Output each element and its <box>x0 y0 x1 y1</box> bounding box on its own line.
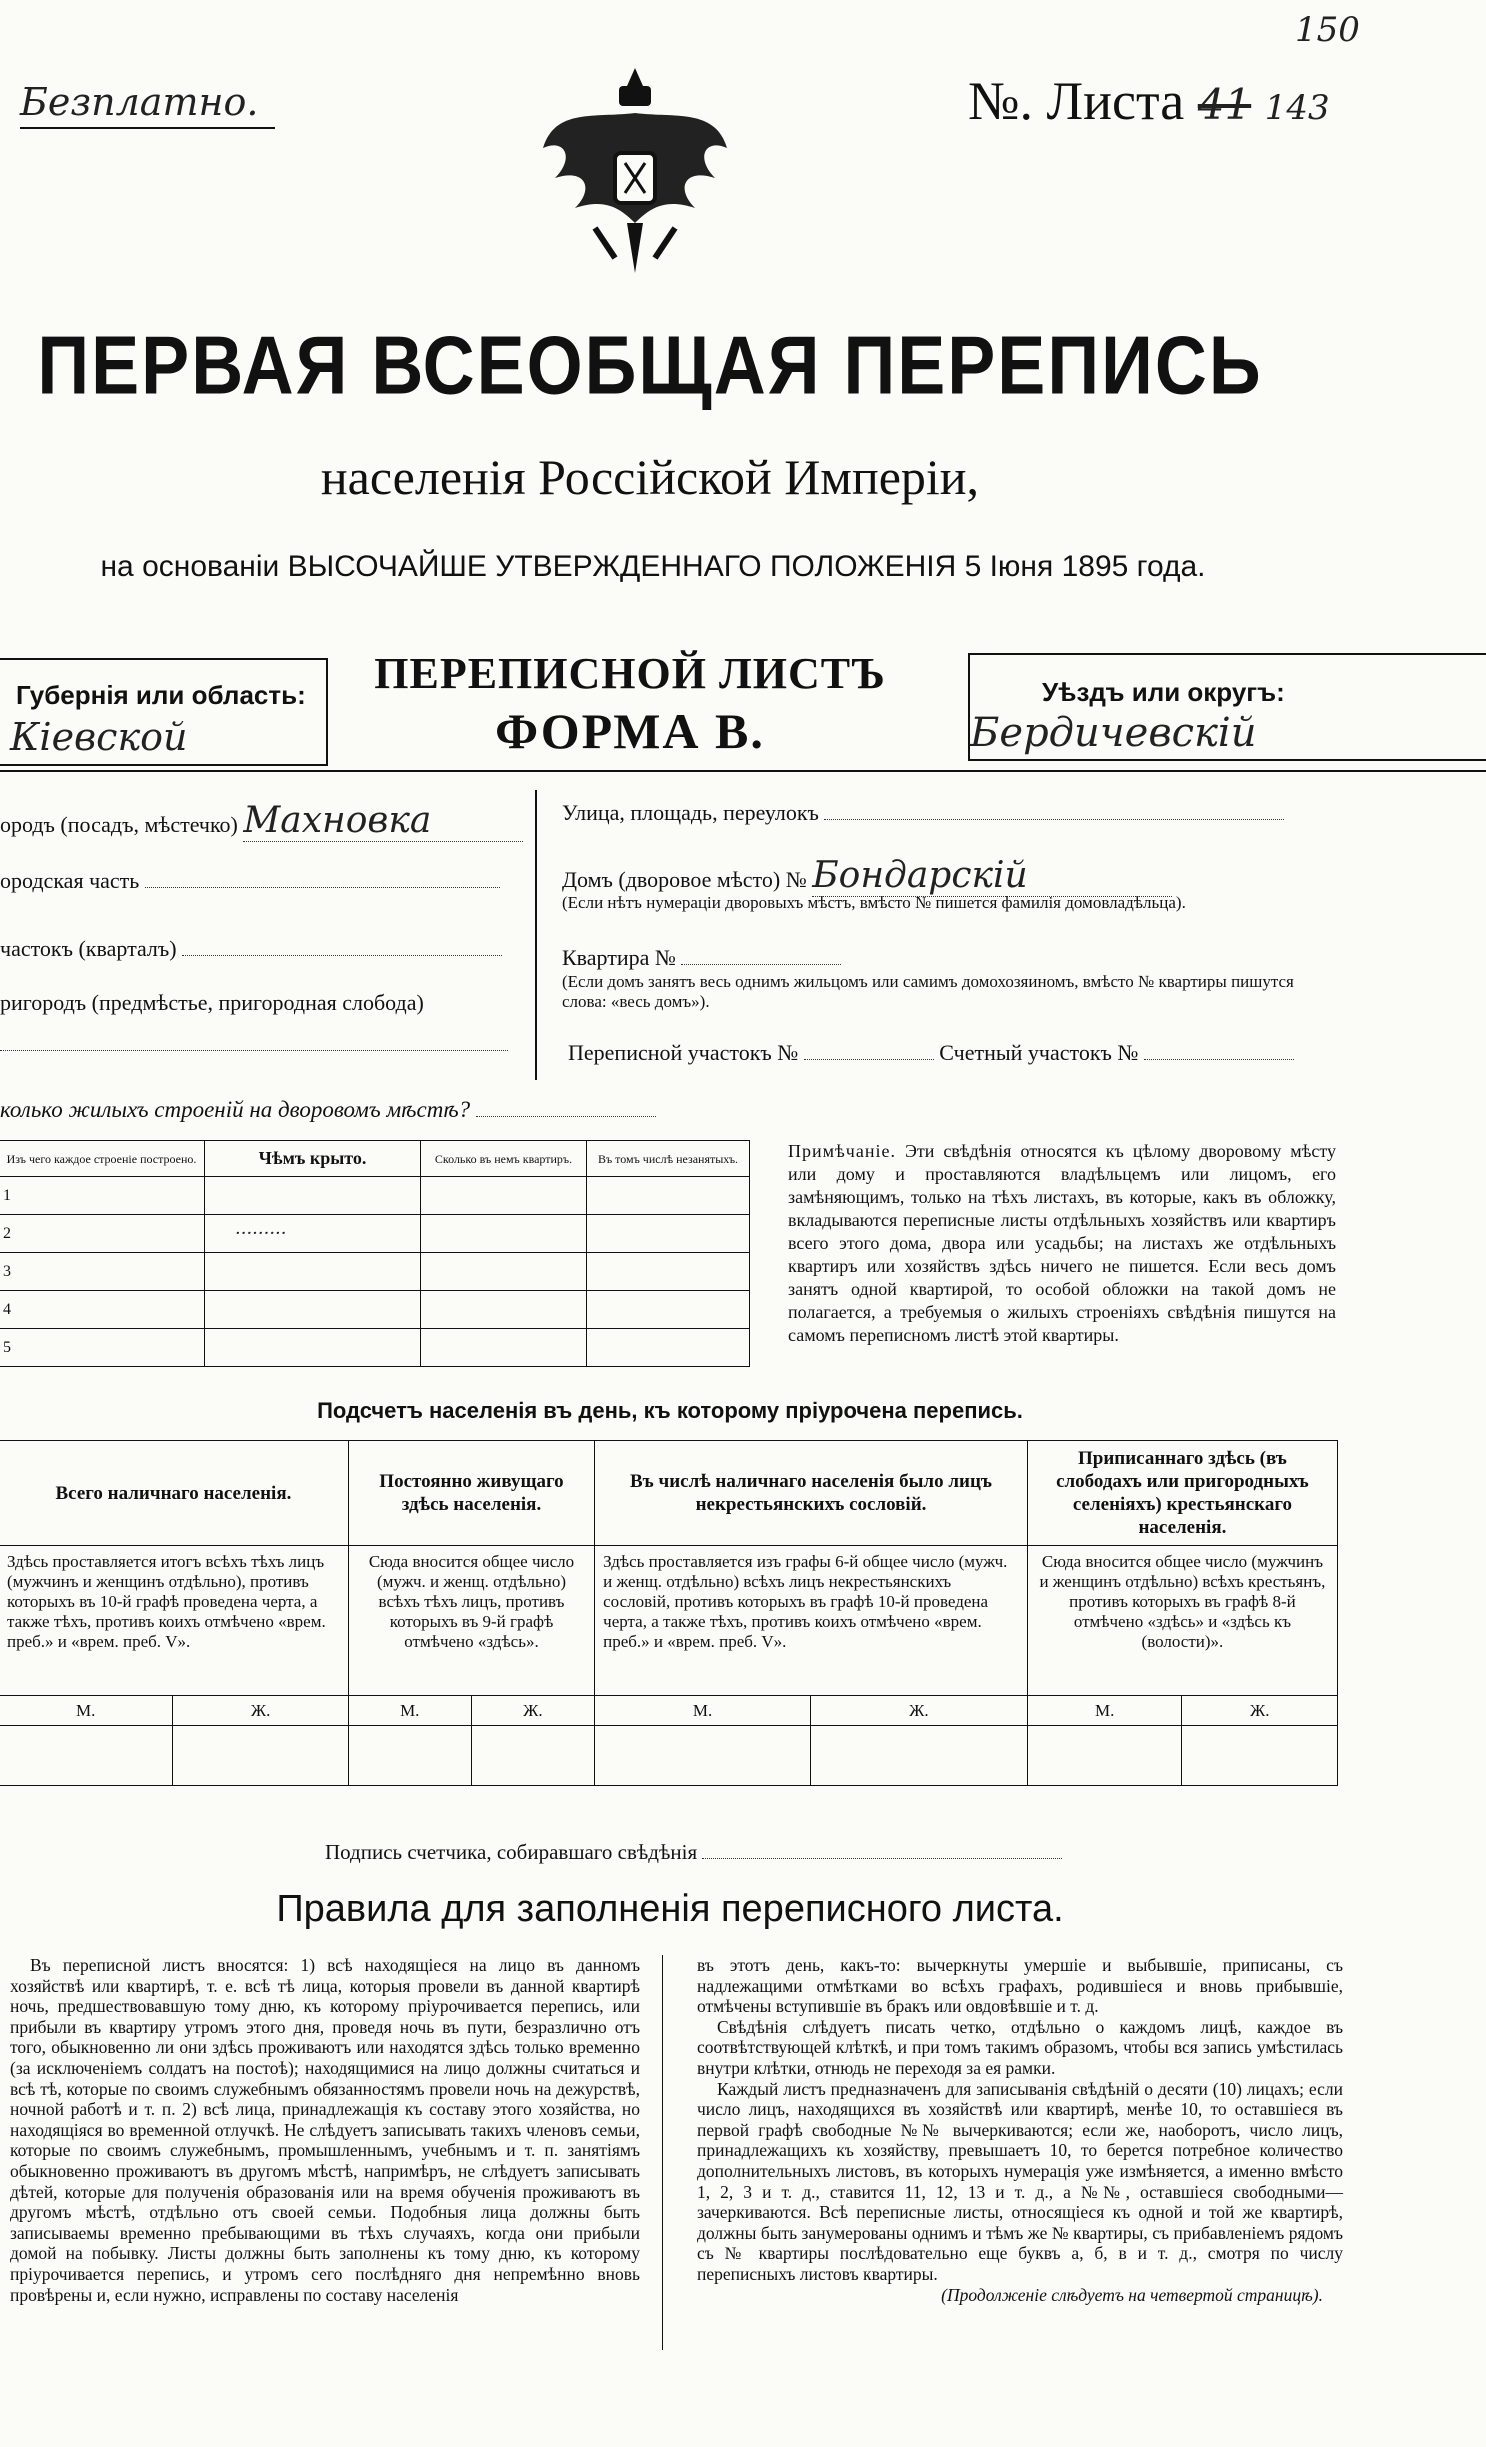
free-underline <box>20 127 275 129</box>
count-header-peasant: Приписаннаго здѣсь (въ слободахъ или пригородныхъ селеніяхъ) крестьянскаго населенія. <box>1027 1441 1337 1546</box>
imperial-eagle-emblem <box>535 58 735 283</box>
house-value: Бондарскiй <box>812 855 1172 897</box>
gubernia-label: Губернія или область: <box>16 680 306 710</box>
gubernia-value: Кiевской <box>10 715 188 759</box>
sheet-title: ПЕРЕПИСНОЙ ЛИСТЪ <box>374 649 886 698</box>
rules-right-column <box>697 1955 1343 2306</box>
district-label: ородская часть <box>0 868 140 893</box>
city-value: Махновка <box>243 800 523 842</box>
buildings-header-vacant: Въ томъ числѣ незанятыхъ. <box>587 1141 750 1177</box>
count-female-header: Ж. <box>173 1696 348 1726</box>
buildings-row <box>0 1177 750 1215</box>
count-female-header: Ж. <box>1182 1696 1338 1726</box>
census-district-blank <box>804 1059 934 1060</box>
street-row <box>562 800 1284 826</box>
suburb-blank <box>0 1050 508 1051</box>
count-body-permanent: Сюда вносится общее число (мужч. и женщ. отдѣльно) всѣхъ тѣхъ лицъ, противъ которыхъ въ 9-й графѣ отмѣчено «здѣсь». <box>348 1546 594 1696</box>
sheet-number-label: №. Листа <box>968 71 1185 131</box>
district-blank <box>145 887 500 888</box>
count-body-non-peasant: Здѣсь проставляется изъ графы 6-й общее число (мужч. и женщ. отдѣльно) всѣхъ лицъ некрестьянскихъ сословій, противъ которыхъ въ графѣ 10-й проведена черта, а также тѣхъ, противъ коихъ отмѣчено «врем. преб.» и «врем. преб. V». <box>595 1546 1028 1696</box>
row-number: 3 <box>3 1262 11 1280</box>
count-body-present: Здѣсь проставляется итогъ всѣхъ тѣхъ лицъ (мужчинъ и женщинъ отдѣльно), противъ которыхъ въ 10-й графѣ проведена черта, а также тѣхъ, противъ коихъ отмѣчено «врем. преб.» и «врем. преб. V». <box>0 1546 348 1696</box>
row-number: 4 <box>3 1300 11 1318</box>
census-row <box>568 1040 1294 1066</box>
buildings-header-roof: Чѣмъ крыто. <box>205 1141 421 1177</box>
count-body-peasant: Сюда вносится общее число (мужчинъ и женщинъ отдѣльно) всѣхъ крестьянъ, противъ которыхъ въ графѣ 8-й отмѣчено «здѣсь» и «здѣсь къ (волости)». <box>1027 1546 1337 1696</box>
buildings-row <box>0 1329 750 1367</box>
sheet-number-value: 143 <box>1264 88 1330 128</box>
count-cell[interactable] <box>471 1726 594 1786</box>
corner-number: 150 <box>1295 10 1360 50</box>
buildings-header-apartments: Сколько въ немъ квартиръ. <box>421 1141 587 1177</box>
count-cell[interactable] <box>1182 1726 1338 1786</box>
count-header-non-peasant: Въ числѣ наличнаго населенія было лицъ некрестьянскихъ сословій. <box>595 1441 1028 1546</box>
signature-blank <box>702 1858 1062 1859</box>
buildings-row <box>0 1253 750 1291</box>
count-female-header: Ж. <box>471 1696 594 1726</box>
city-label: ородъ (посадъ, мѣстечко) <box>0 812 238 837</box>
rules-continued: (Продолженіе слѣдуетъ на четвертой страницѣ). <box>941 2284 1323 2305</box>
buildings-row <box>0 1291 750 1329</box>
count-cell[interactable] <box>173 1726 348 1786</box>
buildings-question <box>0 1097 656 1123</box>
house-label: Домъ (дворовое мѣсто) № <box>562 867 807 892</box>
house-row <box>562 855 1172 897</box>
count-male-header: М. <box>0 1696 173 1726</box>
gubernia-box <box>0 658 328 766</box>
count-table <box>0 1440 1338 1786</box>
form-name: ФОРМА В. <box>495 703 765 759</box>
uezd-label: Уѣздъ или округъ: <box>1042 677 1285 707</box>
suburb-label: ригородъ (предмѣстье, пригородная слобода) <box>0 990 424 1015</box>
apartment-blank <box>681 964 841 965</box>
free-label: Безплатно. <box>20 80 259 124</box>
street-label: Улица, площадь, переулокъ <box>562 800 819 825</box>
count-district-blank <box>1144 1059 1294 1060</box>
count-header-present: Всего наличнаго населенія. <box>0 1441 348 1546</box>
count-cell[interactable] <box>1027 1726 1182 1786</box>
subtitle: населенія Россійской Имперіи, <box>320 449 980 505</box>
count-cell[interactable] <box>595 1726 811 1786</box>
apartment-note: (Если домъ занятъ весь однимъ жильцомъ или самимъ домохозяиномъ, вмѣсто № квартиры пишутся слова: «весь домъ»). <box>562 972 1294 1011</box>
apartment-label: Квартира № <box>562 945 676 970</box>
sheet-number-crossed: 41 <box>1197 80 1252 129</box>
house-note: (Если нѣтъ нумераціи дворовыхъ мѣстъ, вмѣсто № пишется фамилія домовладѣльца). <box>562 893 1186 912</box>
rules-right-paragraph-3: Каждый листъ предназначенъ для записыванія свѣдѣній о десяти (10) лицахъ; если число лицъ, находящихся въ хозяйствѣ или квартирѣ, менѣе 10, то оставшіеся въ первой графѣ свободные №№ вычеркиваются; если же, наоборотъ, число лицъ, принадлежащихъ къ хозяйству, превышаетъ 10, то берется потребное количество дополнительныхъ листовъ, въ которыхъ нумерація уже измѣняется, а именно вмѣсто 1, 2, 3 и т. д., ставится 11, 12, 13 и т. д., а №№, оставшіеся свободными—зачеркиваются. Всѣ переписные листы, относящіеся къ одной и той же квартирѣ, должны быть занумерованы однимъ и тѣмъ же № квартиры, съ прибавленіемъ рядомъ съ № квартиры послѣдовательно еще буквъ а, б, в и т. д., смотря по числу переписныхъ листовъ квартиры. <box>697 2078 1343 2284</box>
apartment-row <box>562 945 841 971</box>
count-header-permanent: Постоянно живущаго здѣсь населенія. <box>348 1441 594 1546</box>
count-cell[interactable] <box>348 1726 471 1786</box>
district-row <box>0 868 500 894</box>
buildings-question-blank <box>476 1116 656 1117</box>
note-title: Примѣчаніе. <box>788 1141 896 1161</box>
rules-column-divider <box>662 1955 663 2350</box>
rules-right-paragraph-1: въ этотъ день, какъ-то: вычеркнуты умершіе и выбывшіе, приписаны, съ надлежащими отмѣтками во всѣхъ графахъ, родившіеся и вновь прибывшіе, отмѣчены вступившіе въ бракъ или овдовѣвшіе и т. д. <box>697 1955 1343 2017</box>
count-values-row <box>0 1726 1338 1786</box>
row-number: 2 <box>3 1224 11 1242</box>
rules-title: Правила для заполненія переписного листа. <box>276 1888 1064 1930</box>
city-row <box>0 800 523 842</box>
main-title: ПЕРВАЯ ВСЕОБЩАЯ ПЕРЕПИСЬ <box>37 320 1263 412</box>
count-male-header: М. <box>1027 1696 1182 1726</box>
count-cell[interactable] <box>0 1726 173 1786</box>
count-female-header: Ж. <box>810 1696 1027 1726</box>
basis-line: на основаніи ВЫСОЧАЙШЕ УТВЕРЖДЕННАГО ПОЛОЖЕНІЯ 5 Іюня 1895 года. <box>100 550 1206 583</box>
signature-row <box>325 1840 1062 1865</box>
buildings-table <box>0 1140 750 1367</box>
section-divider-top <box>0 770 1486 772</box>
section-blank <box>182 955 502 956</box>
buildings-note <box>788 1140 1336 1347</box>
buildings-header-material: Изъ чего каждое строеніе построено. <box>0 1141 205 1177</box>
sheet-number <box>968 70 1330 132</box>
count-cell[interactable] <box>810 1726 1027 1786</box>
signature-label: Подпись счетчика, собиравшаго свѣдѣнія <box>325 1840 698 1864</box>
section-row <box>0 936 502 962</box>
row-mark: ········· <box>235 1223 287 1244</box>
count-district-label: Счетный участокъ № <box>939 1040 1139 1065</box>
buildings-row <box>0 1215 750 1253</box>
uezd-value: Бердичевскiй <box>970 710 1257 756</box>
census-district-label: Переписной участокъ № <box>568 1040 799 1065</box>
row-number: 1 <box>3 1186 11 1204</box>
street-blank <box>824 819 1284 820</box>
section-label: частокъ (кварталъ) <box>0 936 177 961</box>
rules-right-paragraph-2: Свѣдѣнія слѣдуетъ писать четко, отдѣльно о каждомъ лицѣ, каждое въ соотвѣтствующей клѣткѣ, и при томъ такимъ образомъ, чтобы вся запись умѣстилась внутри клѣтки, отнюдь не переходя за ея рамки. <box>697 2016 1343 2078</box>
count-male-header: М. <box>348 1696 471 1726</box>
suburb-row <box>0 990 424 1016</box>
uezd-box <box>968 653 1486 761</box>
address-divider <box>535 790 537 1080</box>
buildings-question-text: колько жилыхъ строеній на дворовомъ мѣстѣ? <box>0 1097 471 1122</box>
count-male-header: М. <box>595 1696 811 1726</box>
row-number: 5 <box>3 1338 11 1356</box>
note-text: Эти свѣдѣнія относятся къ цѣлому дворовому мѣсту или дому и проставляются владѣльцемъ или лицомъ, его замѣняющимъ, только на тѣхъ листахъ, въ которые, какъ въ обложку, вкладываются переписные листы отдѣльныхъ хозяйствъ или квартиръ всего этого дома, двора или усадьбы; на листахъ же отдѣльныхъ квартиръ или хозяйствъ здѣсь ничего не пишется. Если весь домъ занятъ одной квартирой, то особой обложки на такой домъ не полагается, а требуемыя о жилыхъ строеніяхъ свѣдѣнія пишутся на самомъ переписномъ листѣ этой квартиры. <box>788 1141 1336 1345</box>
count-title: Подсчетъ населенія въ день, къ которому пріурочена перепись. <box>317 1398 1023 1423</box>
rules-left-column: Въ переписной листъ вносятся: 1) всѣ находящіеся на лицо въ данномъ хозяйствѣ или квартирѣ, т. е. всѣ тѣ лица, которыя провели въ данной квартирѣ ночь, предшествовавшую тому дню, къ которому пріурочивается перепись, или прибыли въ квартиру утромъ этого дня, проведя ночь въ пути, безразлично отъ того, обыкновенно ли они здѣсь проживаютъ или находятся здѣсь только временно (за исключеніемъ солдатъ на постоѣ); находящимися на лицо должны считаться и всѣ тѣ, которые по своимъ служебнымъ обязанностямъ провели ночь на дежурствѣ, ночной работѣ и т. п. 2) всѣ лица, принадлежащія къ составу этого хозяйства, но находящіяся во временной отлучкѣ. Не слѣдуетъ записывать такихъ членовъ семьи, которые по своимъ служебнымъ, промышленнымъ, учебнымъ и т. п. занятіямъ обыкновенно проживаютъ въ другомъ мѣстѣ, напримѣръ, не слѣдуетъ записывать дѣтей, которые для полученія образованія или на время обученія проживаютъ въ другомъ мѣстѣ, отдѣльно отъ своей семьи. Подобныя лица должны быть записываемы временно пребывающими въ тѣхъ случаяхъ, когда они прибыли домой на побывку. Листы должны быть заполнены къ тому дню, къ которому пріурочивается перепись, и утромъ сего послѣдняго дня непремѣнно вновь провѣрены и, если нужно, исправлены по составу населенія <box>10 1955 640 2305</box>
